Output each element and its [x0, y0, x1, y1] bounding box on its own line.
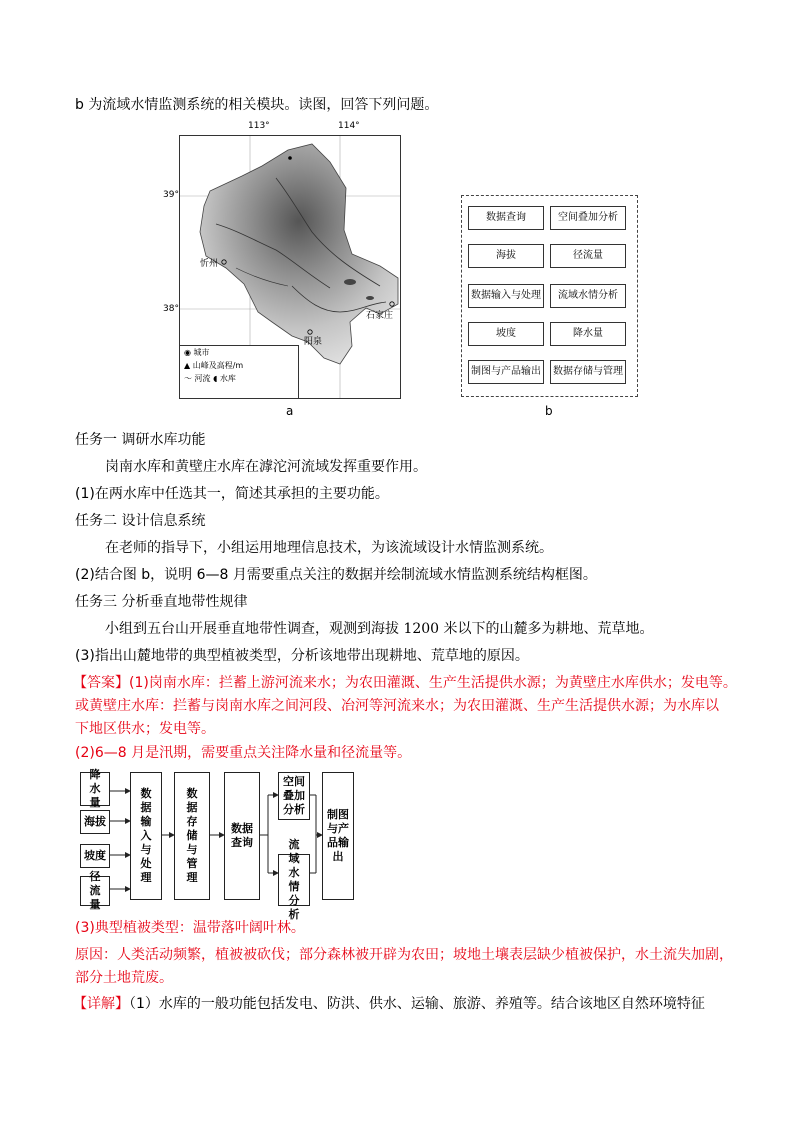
flow-input-process: 数据输入与处理	[130, 772, 162, 900]
module-hydro-analysis: 流域水情分析	[550, 284, 626, 308]
lat-label-38: 38°	[163, 304, 179, 314]
answer-line3: 下地区供水；发电等。	[75, 721, 215, 737]
caption-b: b	[545, 404, 553, 418]
place-xinzhou: 忻州	[200, 259, 219, 269]
flow-input-altitude: 海拔	[80, 810, 110, 834]
river-icon: 〜	[184, 374, 195, 383]
task2-text: 在老师的指导下，小组运用地理信息技术，为该流域设计水情监测系统。	[105, 540, 553, 556]
task3-question: (3)指出山麓地带的典型植被类型，分析该地带出现耕地、荒草地的原因。	[75, 648, 529, 664]
answer-line6: 原因：人类活动频繁，植被被砍伐；部分森林被开辟为农田；坡地土壤表层缺少植被保护，水土流失加剧，	[75, 947, 733, 963]
answer-label: 【答案】	[73, 675, 129, 691]
module-storage: 数据存储与管理	[550, 360, 626, 384]
answer-line2: 或黄壁庄水库：拦蓄与岗南水库之间河段、冶河等河流来水；为农田灌溉、生产生活提供水源；为水库以	[75, 698, 719, 714]
flow-input-precipitation: 降水量	[80, 772, 110, 806]
flow-input-runoff: 径流量	[80, 876, 110, 906]
answer-line4: (2)6—8 月是汛期，需要重点关注降水量和径流量等。	[75, 745, 412, 761]
module-query: 数据查询	[468, 206, 544, 230]
peak-icon: ▲	[184, 361, 193, 370]
map-legend	[180, 345, 299, 398]
flow-input-slope: 坡度	[80, 844, 110, 868]
task1-title: 任务一 调研水库功能	[75, 432, 206, 448]
legend-peak: ▲ 山峰及高程/m	[184, 361, 244, 370]
intro-text: b 为流域水情监测系统的相关模块。读图，回答下列问题。	[75, 97, 439, 113]
city-icon: ◉	[184, 348, 194, 357]
task2-question: (2)结合图 b，说明 6—8 月需要重点关注的数据并绘制流域水情监测系统结构框图。	[75, 567, 597, 583]
module-input-process: 数据输入与处理	[468, 284, 544, 308]
module-grid	[461, 195, 638, 397]
flow-spatial-overlay: 空间叠加分析	[278, 772, 310, 820]
task3-title: 任务三 分析垂直地带性规律	[75, 594, 248, 610]
flow-hydro-analysis: 流域水情分析	[278, 854, 310, 906]
caption-a: a	[286, 404, 294, 418]
module-runoff: 径流量	[550, 244, 626, 268]
task2-title: 任务二 设计信息系统	[75, 513, 206, 529]
lon-label-113: 113°	[248, 121, 270, 131]
basin-map	[179, 135, 401, 399]
task3-text: 小组到五台山开展垂直地带性调查，观测到海拔 1200 米以下的山麓多为耕地、荒草地。	[105, 621, 654, 637]
flow-storage: 数据存储与管理	[174, 772, 210, 900]
legend-river-reservoir: 〜 河流 ◖ 水库	[184, 374, 236, 383]
task1-question: (1)在两水库中任选其一，简述其承担的主要功能。	[75, 486, 389, 502]
lon-label-114: 114°	[338, 121, 360, 131]
flow-query: 数据查询	[224, 772, 260, 900]
lat-label-39: 39°	[163, 190, 179, 200]
task1-text: 岗南水库和黄壁庄水库在滹沱河流域发挥重要作用。	[105, 459, 427, 475]
module-slope: 坡度	[468, 322, 544, 346]
answer-line1: 【答案】(1)岗南水库：拦蓄上游河流来水；为农田灌溉、生产生活提供水源；为黄壁庄水库供水；发电等。	[73, 675, 737, 691]
reservoir-icon: ◖	[213, 374, 220, 383]
module-spatial-overlay: 空间叠加分析	[550, 206, 626, 230]
module-output: 制图与产品输出	[468, 360, 544, 384]
answer-line5: (3)典型植被类型：温带落叶阔叶林。	[75, 920, 305, 936]
place-shijiazhuang: 石家庄	[366, 311, 394, 321]
legend-city: ◉ 城市	[184, 348, 210, 357]
flow-output: 制图与产品输出	[322, 772, 354, 900]
place-yangquan: 阳泉	[304, 337, 323, 347]
answer-line7: 部分土地荒废。	[75, 970, 173, 986]
module-precipitation: 降水量	[550, 322, 626, 346]
detail-line: 【详解】（1）水库的一般功能包括发电、防洪、供水、运输、旅游、养殖等。结合该地区自然环境特征	[73, 996, 705, 1012]
detail-label: 【详解】	[73, 996, 129, 1012]
module-altitude: 海拔	[468, 244, 544, 268]
